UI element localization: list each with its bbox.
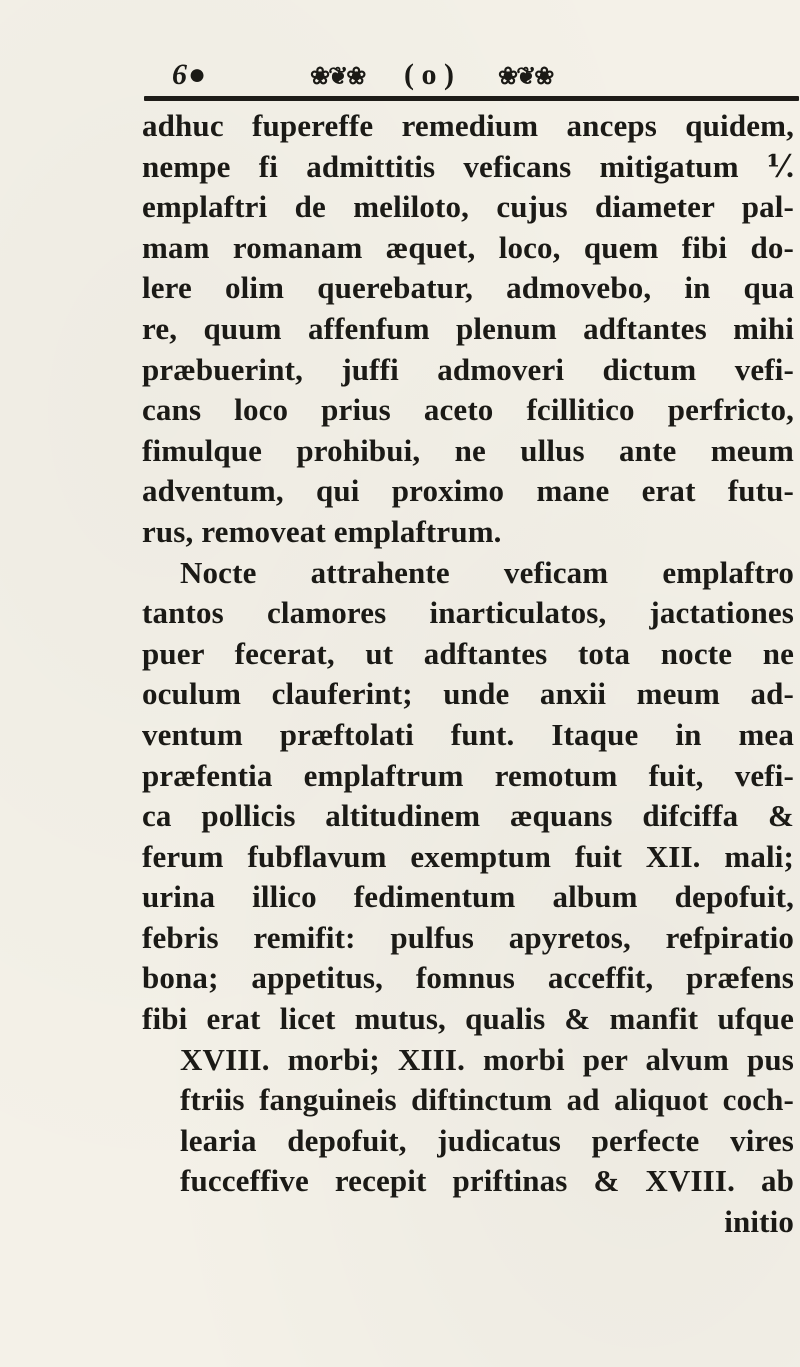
text-line: rus, removeat emplaftrum. — [142, 513, 502, 549]
text-line: ventum præftolati funt. Itaque in mea — [142, 716, 794, 752]
catchword: initio — [724, 1204, 794, 1240]
text-line: fimulque prohibui, ne ullus ante meum — [142, 432, 794, 468]
text-line: XVIII. morbi; XIII. morbi per alvum pus — [180, 1041, 794, 1077]
header-rule — [144, 96, 799, 101]
text-line: ftriis fanguineis diftinctum ad aliquot coch- — [180, 1082, 794, 1118]
text-line: præbuerint, juffi admoveri dictum vefi- — [142, 351, 794, 387]
text-line: oculum clauferint; unde anxii meum ad- — [142, 676, 794, 712]
ornament-left-icon: ❀❦❀ — [310, 64, 365, 90]
text-line: fucceffive recepit priftinas & XVIII. ab — [180, 1163, 794, 1199]
text-line: præfentia emplaftrum remotum fuit, vefi- — [142, 757, 794, 793]
text-line: Nocte attrahente veficam emplaftro — [180, 554, 794, 590]
text-line: adhuc fupereffe remedium anceps quidem, — [142, 108, 794, 143]
text-line: emplaftri de meliloto, cujus diameter pal- — [142, 189, 794, 225]
text-line: ca pollicis altitudinem æquans difciffa & — [142, 798, 794, 834]
text-line: urina illico fedimentum album depofuit, — [142, 879, 794, 915]
body-text — [142, 106, 794, 1243]
text-line: ferum fubflavum exemptum fuit XII. mali; — [142, 838, 794, 874]
text-line: tantos clamores inarticulatos, jactationes — [142, 595, 794, 631]
text-line: cans loco prius aceto fcillitico perfricto, — [142, 392, 794, 428]
text-line: bona; appetitus, fomnus acceffit, præfens — [142, 960, 794, 996]
text-line: learia depofuit, judicatus perfecte vires — [180, 1122, 794, 1158]
text-line: mam romanam æquet, loco, quem fibi do- — [142, 229, 794, 265]
page-number: 6● — [172, 58, 208, 91]
signature-mark: ( o ) — [404, 58, 454, 91]
ornament-right-icon: ❀❦❀ — [498, 64, 553, 90]
text-line: nempe fi admittitis veficans mitigatum ⅟. — [142, 148, 794, 184]
text-line: re, quum affenfum plenum adftantes mihi — [142, 310, 794, 346]
text-line: puer fecerat, ut adftantes tota nocte ne — [142, 635, 794, 671]
text-line: lere olim querebatur, admovebo, in qua — [142, 270, 794, 306]
text-line: adventum, qui proximo mane erat futu- — [142, 473, 794, 509]
running-head — [140, 58, 800, 98]
text-line: fibi erat licet mutus, qualis & manfit ufque — [142, 1001, 794, 1037]
text-line: febris remifit: pulfus apyretos, refpiratio — [142, 919, 794, 955]
